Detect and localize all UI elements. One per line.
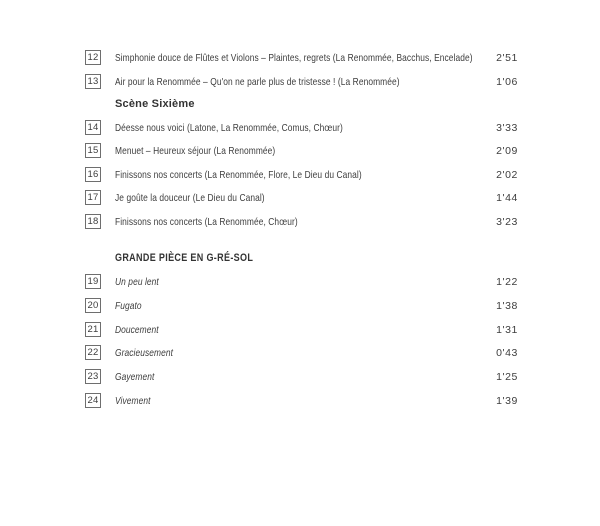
track-duration: 2'09	[496, 145, 518, 157]
track-title: Finissons nos concerts (La Renommée, Flore, Le Dieu du Canal)	[115, 169, 362, 181]
track-number-box	[85, 274, 101, 289]
section-header-scene-sixieme: Scène Sixième	[115, 98, 195, 110]
track-row	[85, 167, 518, 183]
track-title: Menuet – Heureux séjour (La Renommée)	[115, 145, 276, 157]
track-number: 16	[87, 169, 99, 180]
track-number-box	[85, 345, 101, 360]
track-duration: 0'43	[496, 347, 518, 359]
track-duration: 1'25	[496, 371, 518, 383]
track-number-box	[85, 120, 101, 135]
track-row	[85, 74, 518, 90]
track-row	[85, 274, 518, 290]
track-duration: 1'39	[496, 395, 518, 407]
track-row	[85, 393, 518, 409]
track-row	[85, 298, 518, 314]
track-title: Fugato	[115, 300, 142, 312]
track-duration: 2'51	[496, 52, 518, 64]
track-row	[85, 190, 518, 206]
track-number: 13	[87, 76, 99, 87]
track-title: Doucement	[115, 324, 159, 336]
track-row	[85, 345, 518, 361]
track-title: Finissons nos concerts (La Renommée, Chœur)	[115, 216, 298, 228]
track-row	[85, 214, 518, 230]
track-title: Un peu lent	[115, 276, 159, 288]
track-number: 21	[87, 324, 99, 335]
track-row	[85, 50, 518, 66]
track-title: Vivement	[115, 395, 151, 407]
track-number: 12	[87, 52, 99, 63]
track-number: 14	[87, 122, 99, 133]
track-title: Gracieusement	[115, 347, 173, 359]
track-number-box	[85, 143, 101, 158]
track-number-box	[85, 74, 101, 89]
track-number: 15	[87, 145, 99, 156]
track-title: Je goûte la douceur (Le Dieu du Canal)	[115, 192, 265, 204]
track-row	[85, 143, 518, 159]
track-number: 24	[87, 395, 99, 406]
track-duration: 3'23	[496, 216, 518, 228]
track-number: 20	[87, 300, 99, 311]
track-duration: 3'33	[496, 122, 518, 134]
track-number: 23	[87, 371, 99, 382]
track-number-box	[85, 322, 101, 337]
track-number: 19	[87, 276, 99, 287]
track-title: Gayement	[115, 371, 155, 383]
section-header-grande-piece: GRANDE PIÈCE EN G-RÉ-SOL	[115, 252, 254, 264]
track-number: 18	[87, 216, 99, 227]
track-number-box	[85, 214, 101, 229]
track-duration: 1'31	[496, 324, 518, 336]
track-title: Air pour la Renommée – Qu'on ne parle plus de tristesse ! (La Renommée)	[115, 76, 400, 88]
track-number-box	[85, 393, 101, 408]
track-row	[85, 369, 518, 385]
track-duration: 2'02	[496, 169, 518, 181]
track-number-box	[85, 50, 101, 65]
track-row	[85, 120, 518, 136]
track-duration: 1'38	[496, 300, 518, 312]
track-number: 17	[87, 192, 99, 203]
track-duration: 1'06	[496, 76, 518, 88]
track-number-box	[85, 167, 101, 182]
track-number: 22	[87, 347, 99, 358]
track-title: Déesse nous voici (Latone, La Renommée, Comus, Chœur)	[115, 122, 343, 134]
track-number-box	[85, 369, 101, 384]
track-row	[85, 322, 518, 338]
track-number-box	[85, 298, 101, 313]
track-title: Simphonie douce de Flûtes et Violons – Plaintes, regrets (La Renommée, Bacchus, Encelade)	[115, 52, 473, 64]
track-number-box	[85, 190, 101, 205]
track-duration: 1'22	[496, 276, 518, 288]
track-duration: 1'44	[496, 192, 518, 204]
